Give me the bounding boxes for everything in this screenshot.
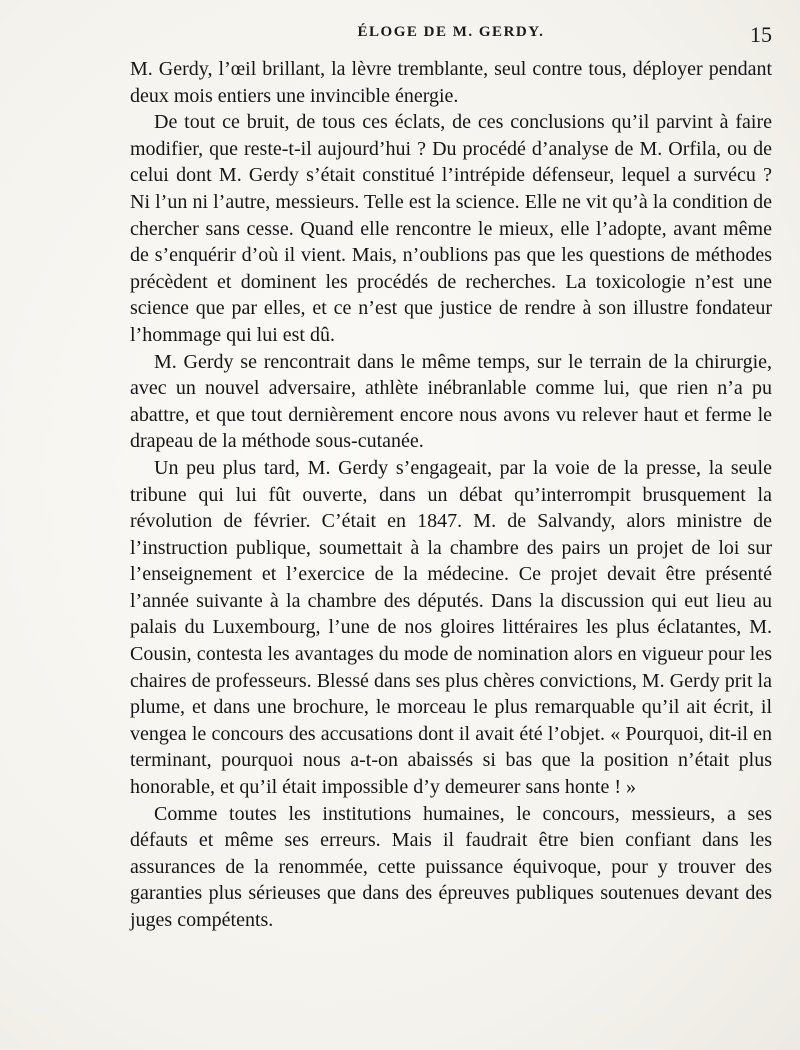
paragraph-continuation: M. Gerdy, l’œil brillant, la lèvre tremblante, seul contre tous, déployer pendant deux mois entiers une invincible énergie. xyxy=(130,58,772,107)
paragraph-salvandy-debate: Un peu plus tard, M. Gerdy s’engageait, par la voie de la presse, la seule tribune qui lui fût ouverte, dans un débat qu’interrompit brusquement la révolution de février. C’était en 1847. M. de Salvandy, alors ministre de l’instruction publique, soumettait à la chambre des pairs un projet de loi sur l’enseignement et l’exercice de la médecine. Ce projet devait être présenté l’année suivante à la chambre des députés. Dans la discussion qui eut lieu au palais du Luxembourg, l’une de nos gloires littéraires les plus éclatantes, M. Cousin, contesta les avantages du mode de nomination alors en vigueur pour les chaires de professeurs. Blessé dans ses plus chères convictions, M. Gerdy prit la plume, et dans une brochure, le morceau le plus remarquable qu’il ait écrit, il vengea le concours des accusations dont il avait été l’objet. « Pourquoi, dit-il en terminant, pourquoi nous a-t-on abaissés si bas que la position n’était plus honorable, et qu’il était impossible d’y demeurer sans honte ! » xyxy=(130,456,772,799)
paragraph-surgery: M. Gerdy se rencontrait dans le même temps, sur le terrain de la chirurgie, avec un nouvel adversaire, athlète inébranlable comme lui, que rien n’a pu abattre, et que tout dernièrement encore nous avons vu relever haut et ferme le drapeau de la méthode sous-cutanée. xyxy=(130,350,772,453)
paragraph-toxicology: De tout ce bruit, de tous ces éclats, de ces conclusions qu’il parvint à faire modifier, que reste-t-il aujourd’hui ? Du procédé d’analyse de M. Orfila, ou de celui dont M. Gerdy s’était constitué l’intrépide défenseur, lequel a survécu ? Ni l’un ni l’autre, messieurs. Telle est la science. Elle ne vit qu’à la condition de chercher sans cesse. Quand elle rencontre le mieux, elle l’adopte, avant même de s’enquérir d’où il vient. Mais, n’oublions pas que les questions de méthodes précèdent et dominent les procédés de recherches. La toxicologie n’est une science que par elles, et ce n’est que justice de rendre à son illustre fondateur l’hommage qui lui est dû. xyxy=(130,111,772,346)
body-text xyxy=(130,56,772,934)
running-title: ÉLOGE DE M. GERDY. xyxy=(357,24,545,40)
page-header xyxy=(130,22,772,48)
paragraph-concours: Comme toutes les institutions humaines, le concours, messieurs, a ses défauts et même ses erreurs. Mais il faudrait être bien confiant dans les assurances de la renommée, cette puissance équivoque, pour y trouver des garanties plus sérieuses que dans des épreuves publiques soutenues devant des juges compétents. xyxy=(130,802,772,931)
page-number: 15 xyxy=(750,22,772,47)
